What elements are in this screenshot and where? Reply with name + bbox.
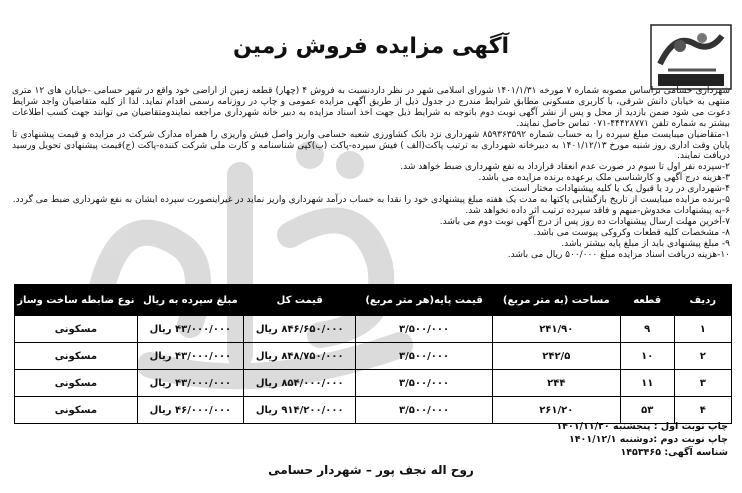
header-plot: قطعه [620,285,674,316]
cell-usage: مسکونی [15,370,138,397]
cell-total-price: ۸۴۶/۶۵۰/۰۰۰ ریال [244,316,356,343]
cell-base-price: ۳/۵۰۰/۰۰۰ [356,370,492,397]
ad-id: شناسه آگهی: ۱۴۵۳۴۶۵ [620,447,728,458]
condition-item: ۴-شهرداری در رد یا قبول یک یا کلیه پیشنهادات مختار است. [507,184,730,195]
condition-item: ۱۰-هزینه دریافت اسناد مزایده مبلغ ۵۰۰/۰۰۰ ریال می باشد. [507,249,730,260]
table-row [15,316,732,343]
condition-item: ۹- مبلغ پیشنهادی باید از مبلغ پایه بیشتر باشد. [561,238,730,249]
cell-plot: ۹ [620,316,674,343]
cell-plot: ۱۱ [620,370,674,397]
header [8,6,734,84]
cell-deposit: ۴۶/۰۰۰/۰۰۰ ریال [137,397,243,424]
intro-paragraph: شهرداری حسامی براساس مصوبه شماره ۷ مورخه ۱۴۰۱/۱/۳۱ شورای اسلامی شهر در نظر داردنسبت به فروش ۴ (چهار) قطعه زمین از اراضی خود واقع در شهر حسامی -خیابان های ۱۲ متری منتهی به خیابان دانش شرقی، با کاربری مسکونی مطابق شرایط مندرج در جدول ذیل از طریق آگهی مزایده عمومی و چاپ در روزنامه رسمی اقدام نماید. لذا از کلیه متقاضیان واجد شرایط دعوت می شود ضمن بازدید از محل و پس از نشر آگهی نوبت دوم باتوجه به شرایط ذیل جهت اخذ اسناد مزایده به دبیر خانه شهرداری مراجعه نمایندومتقاضیان می توانند جهت کسب اطلاعات بیشتر به شماره تلفن ۴۴۴۲۸۷۷۱-۰۷۱ تماس حاصل نمایند. [12,86,730,129]
conditions-list [12,130,730,261]
publication-info [556,420,728,459]
cell-usage: مسکونی [15,343,138,370]
cell-row-number: ۲ [674,343,731,370]
cell-base-price: ۳/۵۰۰/۰۰۰ [356,343,492,370]
cell-total-price: ۸۴۸/۷۵۰/۰۰۰ ریال [244,343,356,370]
condition-item: ۵-برنده مزایده میبایست از تاریخ بازگشایی پاکتها به مدت یک هفته مبلغ پیشنهادی خود را نقدا به حساب درآمد شهرداری واریز نماید در غیراینصورت سپرده ایشان به نفع شهرداری ضبط می گردد. [12,195,730,206]
condition-item: ۲-سپرده نفر اول تا سوم در صورت عدم انعقاد قرارداد به نفع شهرداری ضبط خواهد شد. [400,162,730,173]
plots-table [14,284,732,424]
cell-plot: ۱۰ [620,343,674,370]
header-total-price: قیمت کل [244,285,356,316]
page-title: آگهی مزایده فروش زمین [232,34,510,59]
announcement-body [12,86,730,261]
header-deposit: مبلغ سپرده به ریال [137,285,243,316]
cell-base-price: ۳/۵۰۰/۰۰۰ [356,316,492,343]
condition-item: ۱-متقاضیان میبایست مبلغ سپرده را به حساب شماره ۸۵۹۳۶۳۵۹۲ شهرداری نزد بانک کشاورزی شعبه حسامی واریز واصل فیش واریزی را همراه مدارک شرکت در مزایده و قیمت پیشنهادی تا پایان وقت اداری روز شنبه مورخ ۱۴۰۱/۱۲/۱۳ به دبیرخانه شهرداری به ترتیب پاکت(الف ) فیش سپرده-پاکت (ب)کپی شناسنامه و کارت ملی شرکت کننده-پاکت (ج)قیمت پیشنهادی تحویل ورسید دریافت نمایند. [12,129,730,162]
cell-area: ۲۴۴ [492,370,620,397]
table-row [15,370,732,397]
condition-item: ۳-هزینه درج آگهی و کارشناسی ملک برعهده برنده مزایده می باشد. [478,173,730,184]
cell-row-number: ۴ [674,397,731,424]
cell-deposit: ۴۳/۰۰۰/۰۰۰ ریال [137,343,243,370]
header-base-price: قیمت پایه(هر متر مربع) [356,285,492,316]
signature: روح اله نجف پور – شهردار حسامی [268,463,474,477]
cell-area: ۲۴۲/۵ [492,343,620,370]
cell-area: ۲۶۱/۲۰ [492,397,620,424]
condition-item: ۶-به پیشنهادات مخدوش-مبهم و فاقد سپرده ترتیب اثر داده نخواهد شد. [465,205,730,216]
condition-item: ۷-آخرین مهلت ارسال پیشنهادات ده روز پس از درج آگهی نوبت دوم می باشد. [439,216,730,227]
cell-usage: مسکونی [15,316,138,343]
cell-row-number: ۱ [674,316,731,343]
first-print-date: چاپ نوبت اول : پنجشنبه ۱۴۰۱/۱۱/۲۰ [556,421,728,432]
cell-total-price: ۸۵۴/۰۰۰/۰۰۰ ریال [244,370,356,397]
cell-row-number: ۳ [674,370,731,397]
header-area: مساحت (به متر مربع) [492,285,620,316]
header-row-number: ردیف [674,285,731,316]
cell-total-price: ۹۱۴/۲۰۰/۰۰۰ ریال [244,397,356,424]
header-usage: نوع ضابطه ساخت وساز [15,285,138,316]
cell-usage: مسکونی [15,397,138,424]
condition-item: ۸- مشخصات کلیه قطعات وکروکی پیوست می باشد. [533,227,730,238]
table-row [15,343,732,370]
cell-deposit: ۴۳/۰۰۰/۰۰۰ ریال [137,370,243,397]
cell-base-price: ۳/۵۰۰/۰۰۰ [356,397,492,424]
cell-area: ۲۴۱/۹۰ [492,316,620,343]
cell-plot: ۵۳ [620,397,674,424]
municipality-logo [650,24,732,90]
second-print-date: چاپ نوبت دوم :دوشنبه ۱۴۰۱/۱۲/۱ [568,434,728,445]
cell-deposit: ۴۳/۰۰۰/۰۰۰ ریال [137,316,243,343]
table-header-row [15,285,732,316]
